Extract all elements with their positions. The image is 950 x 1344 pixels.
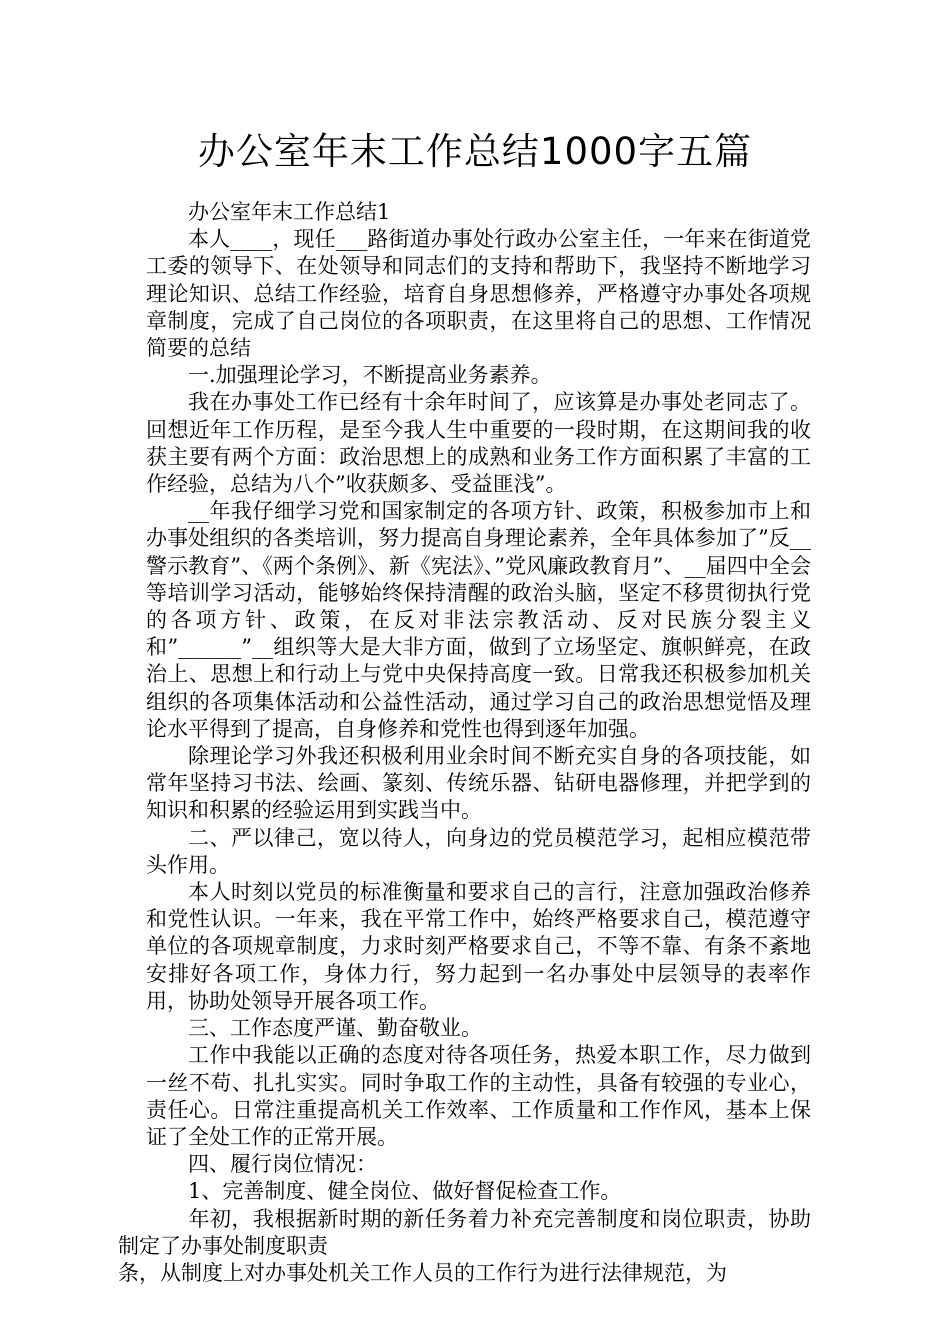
paragraph-text: 年初，我根据新时期的新任务着力补充完善制度和岗位职责，协助制定了办事处制度职责 xyxy=(118,1206,811,1258)
section-heading: 二、严以律己，宽以待人，向身边的党员模范学习，起相应模范带头作用。 xyxy=(146,825,811,877)
paragraph: 本人____，现任___路街道办事处行政办公室主任，一年来在街道党工委的领导下、在处领导和同志们的支持和帮助下，我坚持不断地学习理论知识、总结工作经验，培育自身思想修养，严格遵守办事处各项规章制度，完成了自己岗位的各项职责，在这里将自己的思想、工作情况简要的总结 xyxy=(146,227,811,361)
section-heading: 一.加强理论学习，不断提高业务素养。 xyxy=(188,363,552,388)
paragraph xyxy=(118,1206,811,1260)
document-body xyxy=(118,199,811,1287)
document-title: 办公室年末工作总结1000字五篇 xyxy=(197,130,753,173)
paragraph: 本人时刻以党员的标准衡量和要求自己的言行，注意加强政治修养和党性认识。一年来，我在平常工作中，始终严格要求自己，模范遵守单位的各项规章制度，力求时刻严格要求自己，不等不靠、有条不紊地安排好各项工作，身体力行，努力起到一名办事处中层领导的表率作用，协助处领导开展各项工作。 xyxy=(146,880,811,1013)
paragraph: 除理论学习外我还积极利用业余时间不断充实自身的各项技能，如常年坚持习书法、绘画、篆刻、传统乐器、钻研电器修理，并把学到的知识和积累的经验运用到实践当中。 xyxy=(146,744,811,823)
section-heading: 办公室年末工作总结1 xyxy=(188,200,391,224)
paragraph: 工作中我能以正确的态度对待各项任务，热爱本职工作，尽力做到一丝不苟、扎扎实实。同时争取工作的主动性，具备有较强的专业心，责任心。日常注重提高机关工作效率、工作质量和工作作风，基本上保证了全处工作的正常开展。 xyxy=(146,1043,811,1149)
paragraph: __年我仔细学习党和国家制定的各项方针、政策，积极参加市上和办事处组织的各类培训，努力提高自身理论素养，全年具体参加了”反__警示教育”、《两个条例》、新《宪法》、”党风廉政教育月”、__届四中全会等培训学习活动，能够始终保持清醒的政治头脑，坚定不移贯彻执行党的各项方针、政策，在反对非法宗教活动、反对民族分裂主义和”______”__组织等大是大非方面，做到了立场坚定、旗帜鲜亮，在政治上、思想上和行动上与党中央保持高度一致。日常我还积极参加机关组织的各项集体活动和公益性活动，通过学习自己的政治思想觉悟及理论水平得到了提高，自身修养和党性也得到逐年加强。 xyxy=(146,499,811,741)
section-heading: 四、履行岗位情况： xyxy=(188,1152,377,1177)
paragraph-continuation: 条，从制度上对办事处机关工作人员的工作行为进行法律规范，为 xyxy=(118,1260,727,1285)
section-heading: 三、工作态度严谨、勤奋敬业。 xyxy=(188,1016,482,1041)
paragraph: 我在办事处工作已经有十余年时间了，应该算是办事处老同志了。回想近年工作历程，是至今我人生中重要的一段时期，在这期间我的收获主要有两个方面：政治思想上的成熟和业务工作方面积累了丰富的工作经验，总结为八个”收获颇多、受益匪浅”。 xyxy=(146,390,811,497)
sub-heading: 1、完善制度、健全岗位、做好督促检查工作。 xyxy=(188,1179,622,1204)
